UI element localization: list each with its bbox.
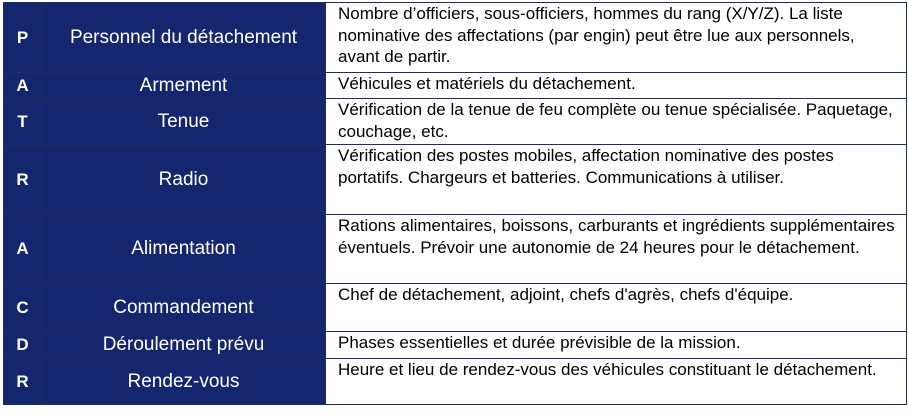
row-label: Rendez-vous — [42, 359, 326, 405]
row-letter: P — [4, 3, 42, 73]
table-row — [4, 284, 907, 332]
row-label: Alimentation — [42, 215, 326, 284]
table-row — [4, 215, 907, 284]
table-row — [4, 359, 907, 405]
row-letter: A — [4, 73, 42, 99]
row-letter: A — [4, 215, 42, 284]
row-letter: R — [4, 359, 42, 405]
row-label: Radio — [42, 145, 326, 215]
row-label: Personnel du détachement — [42, 3, 326, 73]
row-description: Phases essentielles et durée prévisible de la mission. — [326, 332, 907, 359]
row-description: Vérification des postes mobiles, affectation nominative des postes portatifs. Chargeurs et batteries. Communications à utiliser. — [326, 145, 907, 215]
row-label: Tenue — [42, 99, 326, 145]
row-description: Rations alimentaires, boissons, carburants et ingrédients supplémentaires éventuels. Prévoir une autonomie de 24 heures pour le détachement. — [326, 215, 907, 284]
row-description: Heure et lieu de rendez-vous des véhicules constituant le détachement. — [326, 359, 907, 405]
table-row — [4, 73, 907, 99]
table-row — [4, 3, 907, 73]
row-description: Chef de détachement, adjoint, chefs d'agrès, chefs d'équipe. — [326, 284, 907, 332]
table-row — [4, 99, 907, 145]
table-row — [4, 332, 907, 359]
row-letter: T — [4, 99, 42, 145]
row-letter: D — [4, 332, 42, 359]
row-description: Véhicules et matériels du détachement. — [326, 73, 907, 99]
row-letter: R — [4, 145, 42, 215]
row-letter: C — [4, 284, 42, 332]
row-description: Nombre d’officiers, sous-officiers, hommes du rang (X/Y/Z). La liste nominative des affectations (par engin) peut être lue aux personnels, avant de partir. — [326, 3, 907, 73]
row-label: Commandement — [42, 284, 326, 332]
patracdr-table — [3, 2, 907, 405]
row-label: Déroulement prévu — [42, 332, 326, 359]
row-description: Vérification de la tenue de feu complète ou tenue spécialisée. Paquetage, couchage, etc. — [326, 99, 907, 145]
row-label: Armement — [42, 73, 326, 99]
table-row — [4, 145, 907, 215]
